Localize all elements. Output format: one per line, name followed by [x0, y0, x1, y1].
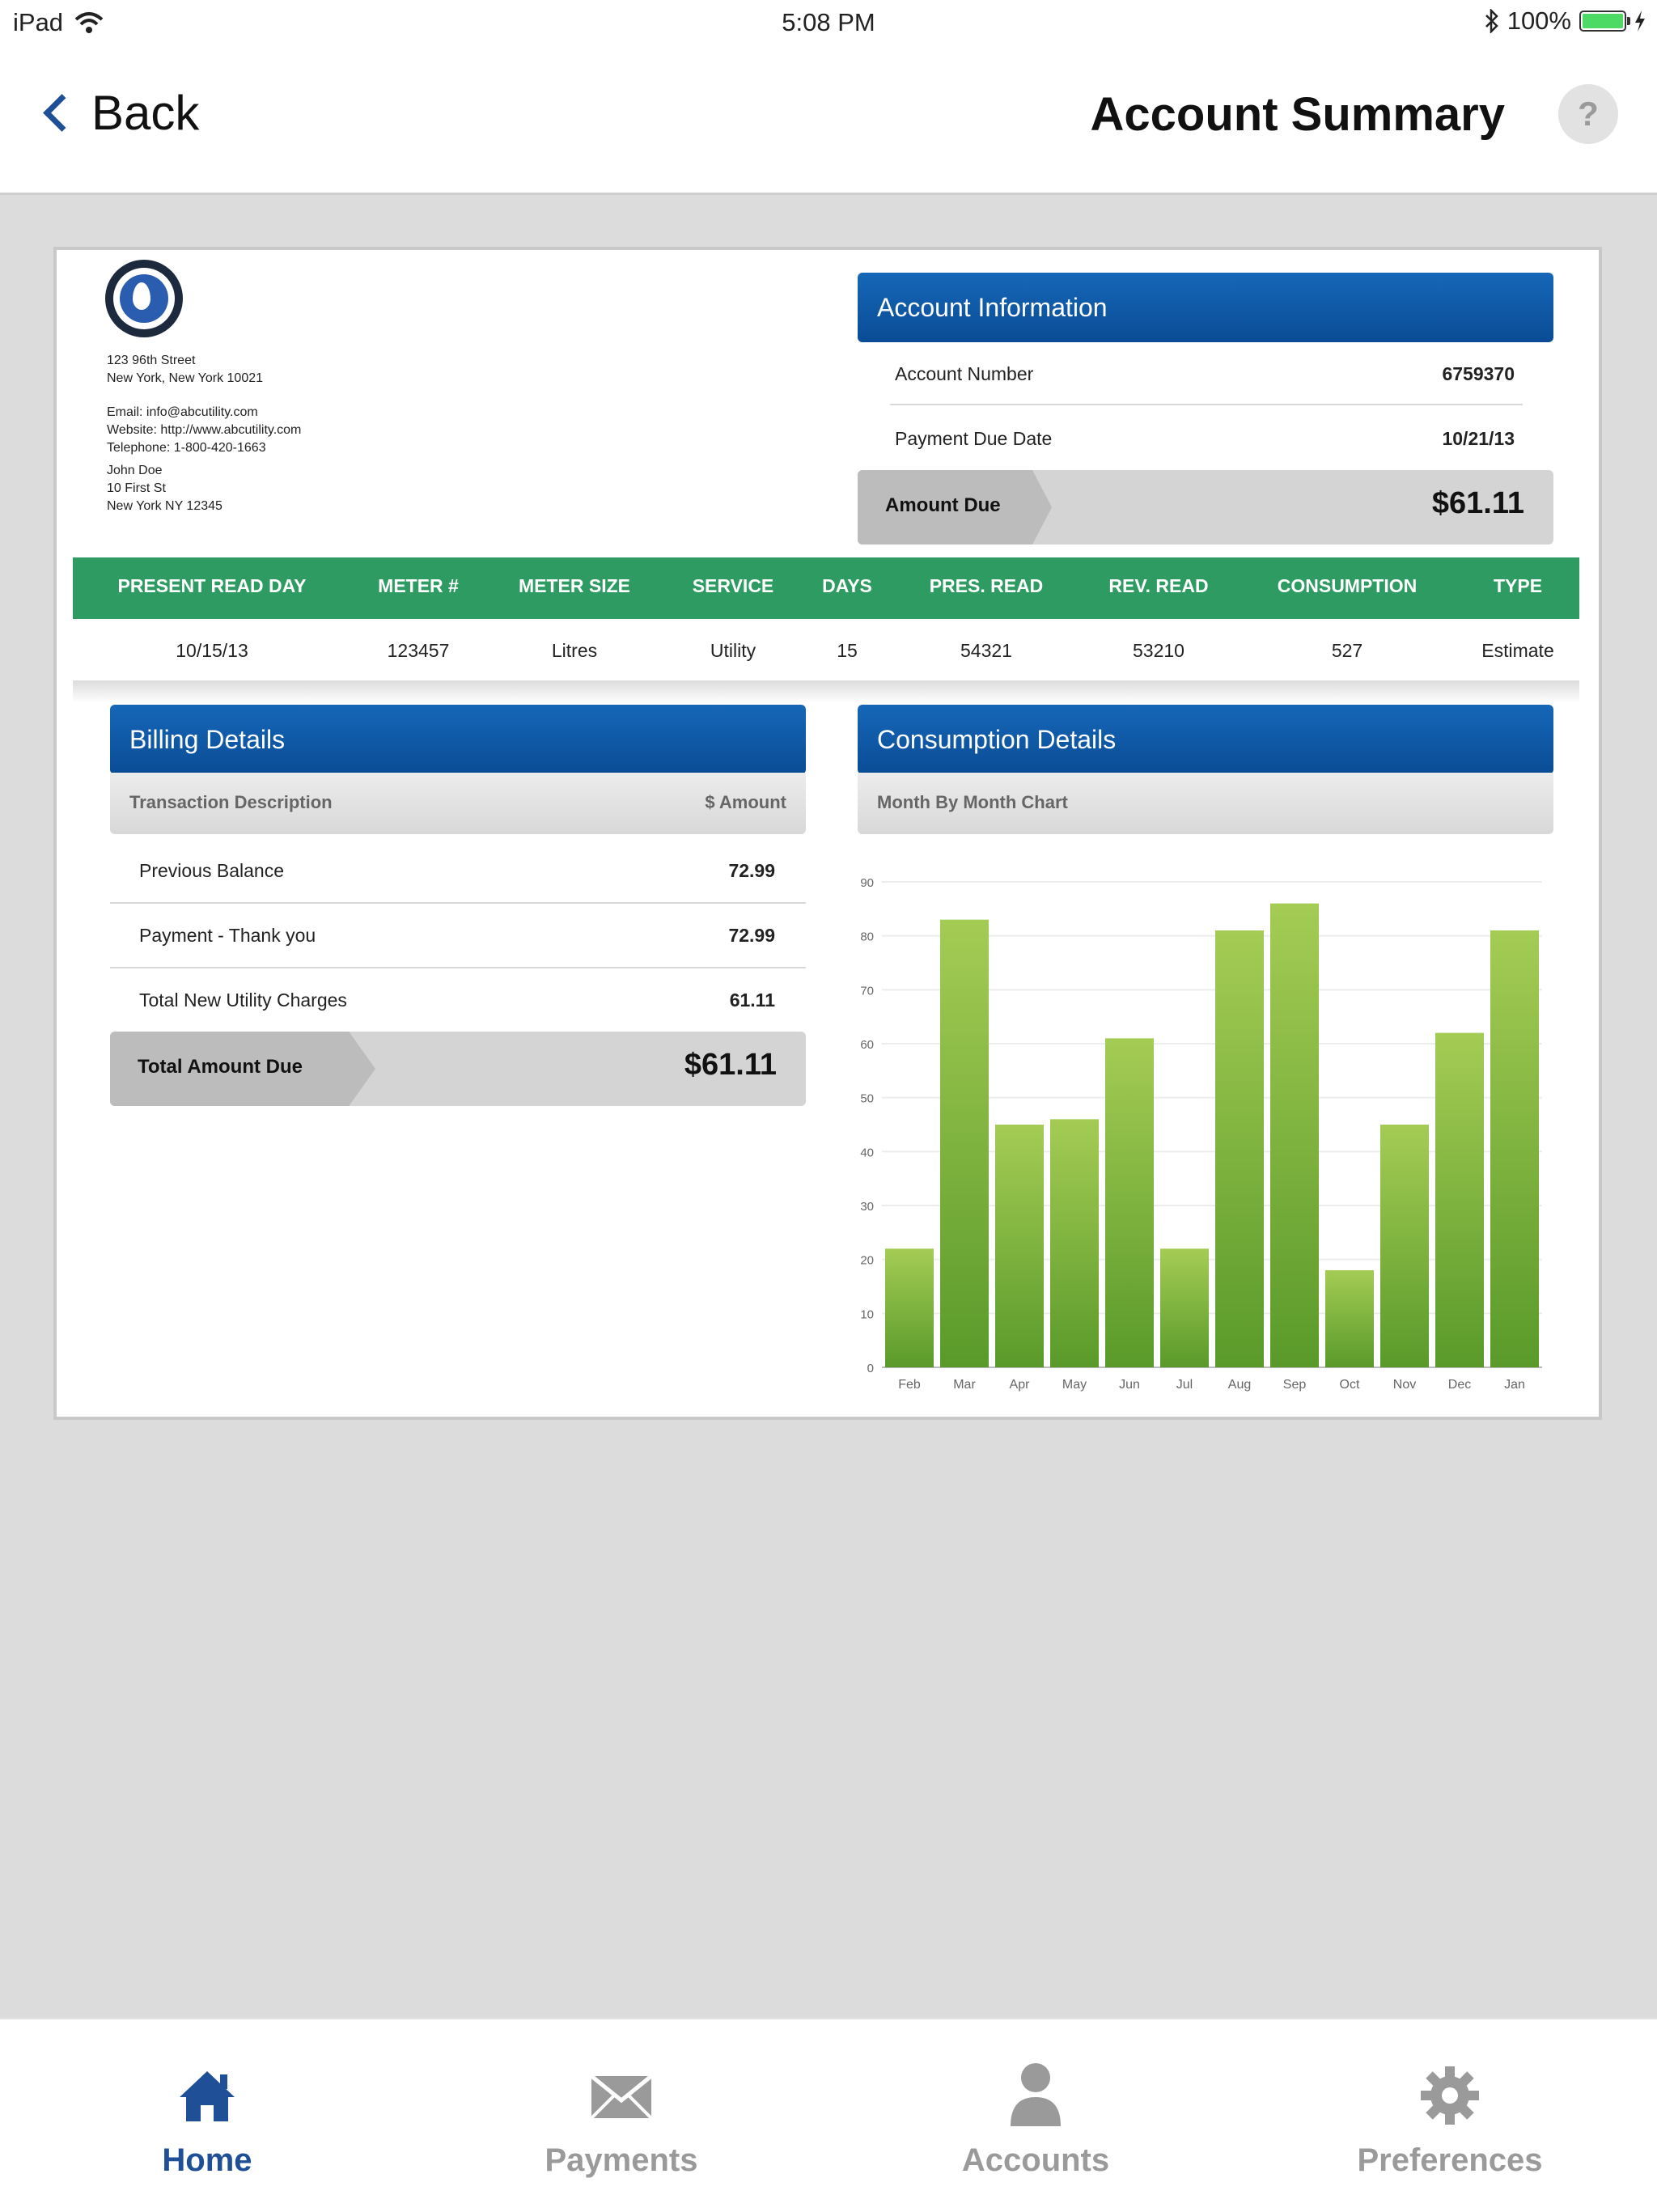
- home-icon: [176, 2068, 238, 2125]
- tab-home-label: Home: [162, 2142, 252, 2178]
- x-tick-label: Dec: [1447, 1378, 1472, 1392]
- tab-bar: [0, 2018, 1657, 2212]
- x-tick-label: Jan: [1504, 1378, 1525, 1392]
- y-tick-label: 10: [860, 1307, 874, 1322]
- bar-apr: [995, 1125, 1044, 1367]
- table-cell: 10/15/13: [176, 640, 248, 661]
- tab-payments-label: Payments: [545, 2142, 698, 2178]
- customer-name: John Doe: [107, 464, 163, 477]
- bar-nov: [1380, 1125, 1429, 1367]
- billing-row: [110, 904, 806, 968]
- bar-oct: [1325, 1270, 1374, 1367]
- amount-due-value: $61.11: [1431, 486, 1524, 520]
- y-tick-label: 50: [860, 1091, 874, 1106]
- column-header: REV. READ: [1108, 575, 1209, 596]
- bar-jul: [1160, 1248, 1209, 1367]
- transaction-description-header: Transaction Description: [129, 792, 333, 812]
- company-logo: [105, 260, 183, 337]
- status-right: [1485, 6, 1646, 36]
- customer-street: 10 First St: [107, 481, 166, 495]
- meter-table-row: [73, 619, 1579, 684]
- tab-preferences[interactable]: [1243, 2019, 1657, 2212]
- billing-details-header: Billing Details: [110, 705, 806, 774]
- y-tick-label: 20: [860, 1253, 874, 1268]
- x-tick-label: Jun: [1119, 1378, 1140, 1392]
- y-tick-label: 80: [860, 930, 874, 944]
- payment-due-date-value: 10/21/13: [1442, 428, 1515, 449]
- customer-city: New York NY 12345: [107, 499, 222, 513]
- consumption-details-header: Consumption Details: [858, 705, 1553, 774]
- y-tick-label: 60: [860, 1038, 874, 1052]
- bar-mar: [940, 920, 989, 1367]
- x-tick-label: Nov: [1392, 1378, 1417, 1392]
- payment-due-date-row: [890, 407, 1523, 470]
- table-cell: Estimate: [1481, 640, 1554, 661]
- column-header: METER SIZE: [518, 575, 631, 596]
- battery-level: [1583, 14, 1623, 28]
- billing-row-value: 72.99: [728, 860, 775, 881]
- bar-jun: [1105, 1038, 1154, 1367]
- gear-icon: [1419, 2065, 1481, 2126]
- bar-aug: [1215, 930, 1264, 1367]
- y-tick-label: 0: [867, 1362, 874, 1375]
- x-tick-label: Mar: [953, 1378, 976, 1392]
- account-number-row: [890, 342, 1523, 405]
- website-line: Website: http://www.abcutility.com: [107, 423, 302, 437]
- account-number-value: 6759370: [1442, 363, 1515, 384]
- help-button[interactable]: ?: [1558, 84, 1618, 144]
- x-tick-label: May: [1062, 1378, 1087, 1392]
- amount-due-box: [858, 470, 1553, 545]
- tab-home[interactable]: [0, 2019, 414, 2212]
- table-cell: Litres: [551, 640, 598, 661]
- bar-feb: [885, 1248, 934, 1367]
- payment-due-date-label: Payment Due Date: [895, 428, 1053, 449]
- bar-sep: [1270, 904, 1319, 1367]
- table-cell: 54321: [960, 640, 1012, 661]
- meter-table-header: [73, 557, 1579, 619]
- table-cell: 123457: [387, 640, 450, 661]
- column-header: SERVICE: [692, 575, 774, 596]
- column-header: PRES. READ: [929, 575, 1044, 596]
- x-tick-label: Jul: [1176, 1378, 1193, 1392]
- y-tick-label: 40: [860, 1146, 874, 1160]
- x-tick-label: Feb: [898, 1378, 921, 1392]
- battery-percent: 100%: [1507, 6, 1571, 35]
- column-header: PRESENT READ DAY: [117, 575, 307, 596]
- navigation-bar: [0, 49, 1657, 195]
- status-bar: [0, 0, 1657, 49]
- table-cell: 15: [837, 640, 858, 661]
- back-label: Back: [91, 86, 200, 140]
- email-line: Email: info@abcutility.com: [107, 405, 258, 419]
- billing-row: [110, 968, 806, 1033]
- total-amount-due-box: [110, 1032, 806, 1106]
- x-tick-label: Sep: [1282, 1378, 1307, 1392]
- address-line: New York, New York 10021: [107, 371, 264, 385]
- y-tick-label: 90: [860, 876, 874, 890]
- table-cell: 53210: [1133, 640, 1184, 661]
- billing-row-label: Total New Utility Charges: [139, 989, 347, 1011]
- column-header: TYPE: [1493, 575, 1543, 596]
- table-cell: Utility: [710, 640, 756, 661]
- billing-row-value: 61.11: [729, 989, 775, 1011]
- charging-icon: [1634, 11, 1646, 32]
- bar-jan: [1490, 930, 1539, 1367]
- logo-drop: [133, 282, 150, 310]
- amount-due-label: Amount Due: [885, 494, 1001, 516]
- x-tick-label: Aug: [1227, 1378, 1252, 1392]
- tab-accounts[interactable]: [828, 2019, 1243, 2212]
- envelope-icon: [590, 2073, 653, 2121]
- telephone-line: Telephone: 1-800-420-1663: [107, 441, 266, 455]
- bar-dec: [1435, 1033, 1484, 1367]
- address-line: 123 96th Street: [107, 354, 196, 367]
- account-information-header: Account Information: [858, 273, 1553, 342]
- x-tick-label: Apr: [1009, 1378, 1030, 1392]
- y-tick-label: 70: [860, 984, 874, 998]
- consumption-bar-chart: [850, 858, 1550, 1408]
- person-icon: [1007, 2060, 1064, 2128]
- tab-accounts-label: Accounts: [961, 2142, 1110, 2178]
- billing-row-value: 72.99: [728, 925, 775, 946]
- chevron-left-icon: [43, 94, 81, 132]
- tab-preferences-label: Preferences: [1357, 2142, 1543, 2178]
- billing-row: [110, 839, 806, 904]
- divider: [73, 680, 1579, 703]
- billing-row-label: Previous Balance: [139, 860, 284, 881]
- billing-column-header: [110, 773, 806, 834]
- x-tick-label: Oct: [1339, 1378, 1360, 1392]
- bar-may: [1050, 1119, 1099, 1367]
- billing-row-label: Payment - Thank you: [139, 925, 316, 946]
- column-header: METER #: [378, 575, 459, 596]
- device-label: iPad: [13, 8, 64, 36]
- amount-header: $ Amount: [705, 792, 786, 812]
- tab-payments[interactable]: [414, 2019, 828, 2212]
- total-amount-due-label: Total Amount Due: [138, 1056, 303, 1078]
- y-tick-label: 30: [860, 1200, 874, 1214]
- clock: 5:08 PM: [782, 8, 875, 36]
- consumption-sub-header: [858, 773, 1553, 834]
- table-cell: 527: [1331, 640, 1363, 661]
- customer-address: [107, 462, 222, 515]
- battery-icon: [1579, 11, 1626, 32]
- back-button[interactable]: [37, 85, 199, 141]
- bluetooth-icon: [1485, 9, 1499, 33]
- account-number-label: Account Number: [895, 363, 1034, 384]
- month-by-month-label: Month By Month Chart: [877, 792, 1068, 812]
- total-amount-due-value: $61.11: [684, 1048, 777, 1082]
- column-header: CONSUMPTION: [1277, 575, 1418, 596]
- column-header: DAYS: [822, 575, 872, 596]
- company-address: [107, 352, 263, 388]
- page-title: Account Summary: [1090, 88, 1505, 141]
- company-contact: [107, 404, 301, 457]
